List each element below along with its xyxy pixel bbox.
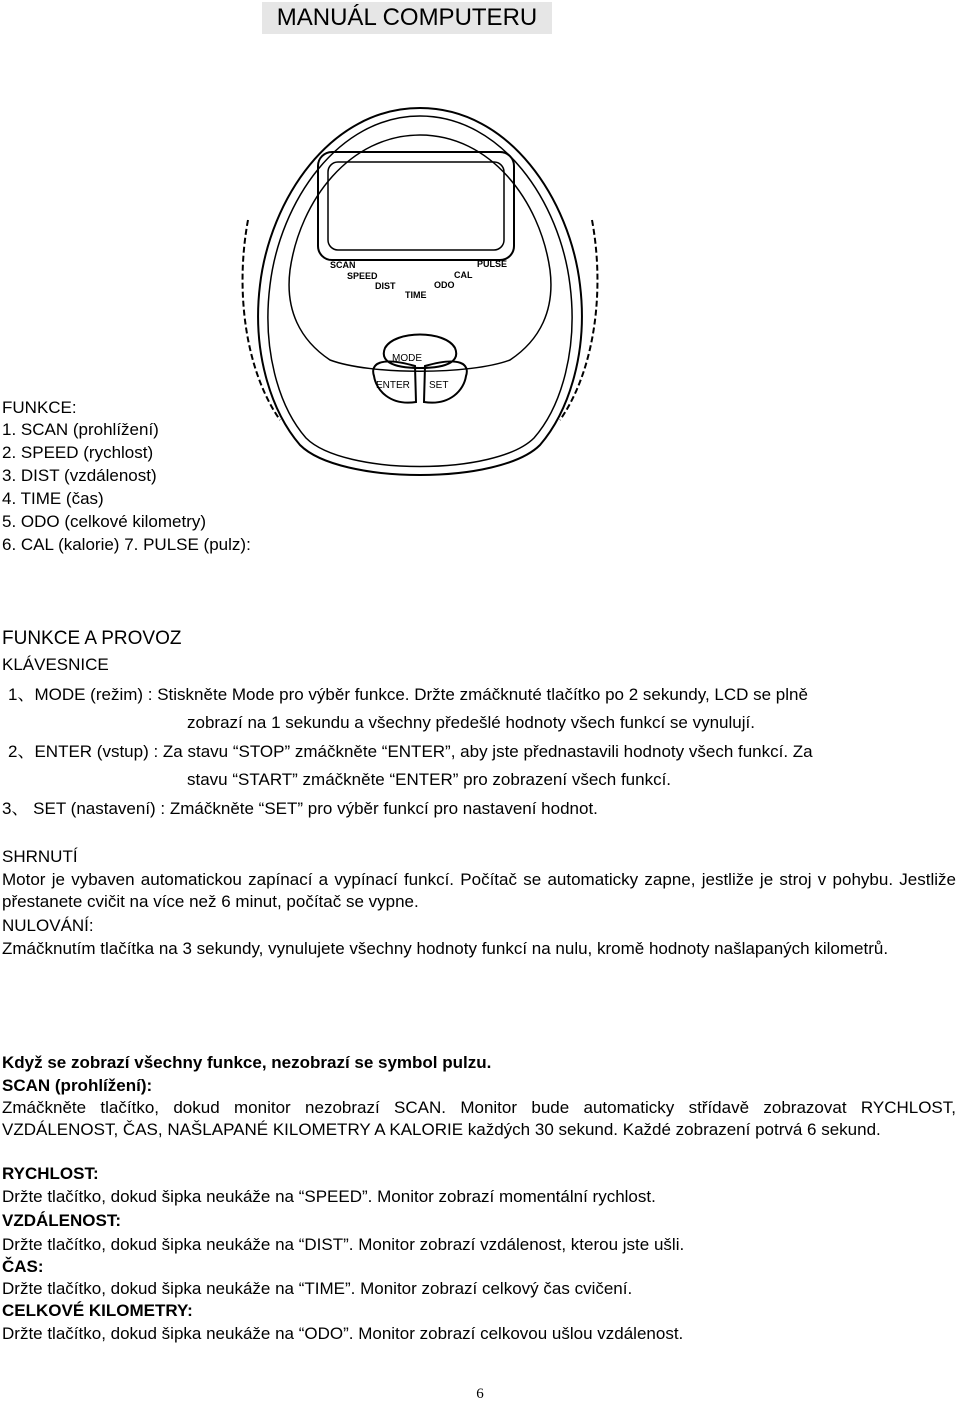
page-title: MANUÁL COMPUTERU [262,2,552,34]
funkce-item: 5. ODO (celkové kilometry) [2,512,207,531]
nulovani-text: Zmáčknutím tlačítka na 3 sekundy, vynulujete všechny hodnoty funkcí na nulu, kromě hodnoty našlapaných kilometrů. [2,939,889,958]
lcd-label-dist: DIST [375,281,396,291]
page-number: 6 [476,1386,484,1402]
dist-text: Držte tlačítko, dokud šipka neukáže na “DIST”. Monitor zobrazí vzdálenost, kterou jste ušli. [2,1235,685,1254]
pulse-note: Když se zobrazí všechny funkce, nezobrazí se symbol pulzu. [2,1053,492,1072]
enter-description-line1: 2、ENTER (vstup) : Za stavu “STOP” zmáčkněte “ENTER”, aby jste přednastavili hodnoty všech funkcí. Za [8,742,813,761]
time-heading: ČAS: [2,1257,44,1276]
shrnuti-heading: SHRNUTÍ [2,847,78,866]
odo-heading: CELKOVÉ KILOMETRY: [2,1301,193,1320]
dist-heading: VZDÁLENOST: [2,1211,121,1230]
lcd-label-odo: ODO [434,280,455,290]
lcd-label-cal: CAL [454,270,473,280]
shrnuti-text: Motor je vybaven automatickou zapínací a vypínací funkcí. Počítač se automaticky zapne, jestliže je stroj v pohybu. Jestliže přestanete cvičit na více než 6 minut, počítač se vypne. [2,870,956,911]
funkce-item: 1. SCAN (prohlížení) [2,420,159,439]
speed-text: Držte tlačítko, dokud šipka neukáže na “SPEED”. Monitor zobrazí momentální rychlost. [2,1187,656,1206]
lcd-label-time: TIME [405,290,427,300]
speed-heading: RYCHLOST: [2,1164,99,1183]
mode-description-line1: 1、MODE (režim) : Stiskněte Mode pro výběr funkce. Držte zmáčknuté tlačítko po 2 sekundy, LCD se plně [8,685,808,704]
funkce-heading: FUNKCE: [2,398,77,417]
lcd-label-speed: SPEED [347,271,378,281]
enter-button-label: ENTER [376,380,410,391]
set-button-label: SET [429,380,449,391]
funkce-item: 2. SPEED (rychlost) [2,443,154,462]
mode-button-label: MODE [392,353,422,364]
funkce-item: 4. TIME (čas) [2,489,104,508]
provoz-subheading: KLÁVESNICE [2,655,109,674]
nulovani-heading: NULOVÁNÍ: [2,916,94,935]
computer-console-diagram [240,90,600,490]
odo-text: Držte tlačítko, dokud šipka neukáže na “ODO”. Monitor zobrazí celkovou ušlou vzdálenost. [2,1324,684,1343]
funkce-item: 6. CAL (kalorie) 7. PULSE (pulz): [2,535,251,554]
lcd-label-pulse: PULSE [477,259,508,269]
time-text: Držte tlačítko, dokud šipka neukáže na “TIME”. Monitor zobrazí celkový čas cvičení. [2,1279,633,1298]
scan-text: Zmáčkněte tlačítko, dokud monitor nezobrazí SCAN. Monitor bude automaticky střídavě zobrazovat RYCHLOST, VZDÁLENOST, ČAS, NAŠLAPANÉ KILOMETRY A KALORIE každých 30 sekund. Každé zobrazení potrvá 6 sekund. [2,1098,956,1139]
mode-description-line2: zobrazí na 1 sekundu a všechny předešlé hodnoty všech funkcí se vynulují. [187,713,755,732]
lcd-label-scan: SCAN [330,260,356,270]
enter-description-line2: stavu “START” zmáčkněte “ENTER” pro zobrazení všech funkcí. [187,770,672,789]
funkce-item: 3. DIST (vzdálenost) [2,466,157,485]
scan-heading: SCAN (prohlížení): [2,1076,153,1095]
set-description: 3、 SET (nastavení) : Zmáčkněte “SET” pro výběr funkcí pro nastavení hodnot. [2,799,598,818]
provoz-heading: FUNKCE A PROVOZ [2,628,182,649]
